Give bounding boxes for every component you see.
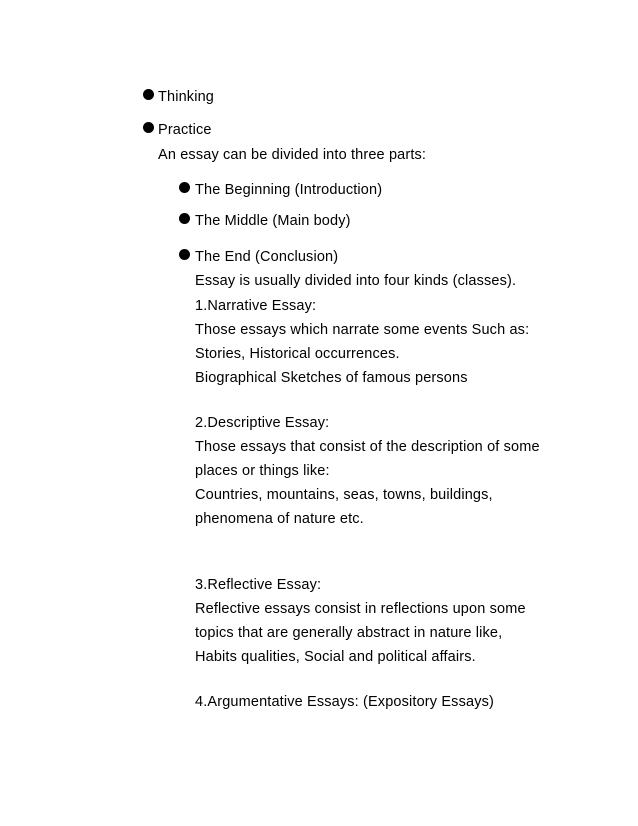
reflective-line: topics that are generally abstract in nature like, [195,625,503,641]
bullet-icon [179,182,190,193]
descriptive-line: phenomena of nature etc. [195,511,364,527]
descriptive-line: Countries, mountains, seas, towns, buildings, [195,487,493,503]
part-middle: The Middle (Main body) [195,213,351,229]
reflective-line: Reflective essays consist in reflections upon some [195,601,526,617]
descriptive-heading: 2.Descriptive Essay: [195,415,330,431]
bullet-thinking: Thinking [158,89,215,105]
descriptive-line: places or things like: [195,463,330,479]
bullet-icon [143,122,154,133]
part-beginning: The Beginning (Introduction) [195,182,383,198]
narrative-line: Those essays which narrate some events Such as: [195,322,530,338]
part-end: The End (Conclusion) [195,249,339,265]
narrative-heading: 1.Narrative Essay: [195,298,317,314]
bullet-icon [179,249,190,260]
bullet-icon [143,89,154,100]
descriptive-line: Those essays that consist of the description of some [195,439,540,455]
reflective-heading: 3.Reflective Essay: [195,577,322,593]
argumentative-heading: 4.Argumentative Essays: (Expository Essays) [195,694,494,710]
kinds-intro: Essay is usually divided into four kinds (classes). [195,273,517,289]
intro-text: An essay can be divided into three parts: [158,147,427,163]
narrative-line: Biographical Sketches of famous persons [195,370,468,386]
bullet-practice: Practice [158,122,212,138]
bullet-icon [179,213,190,224]
reflective-line: Habits qualities, Social and political affairs. [195,649,476,665]
narrative-line: Stories, Historical occurrences. [195,346,400,362]
